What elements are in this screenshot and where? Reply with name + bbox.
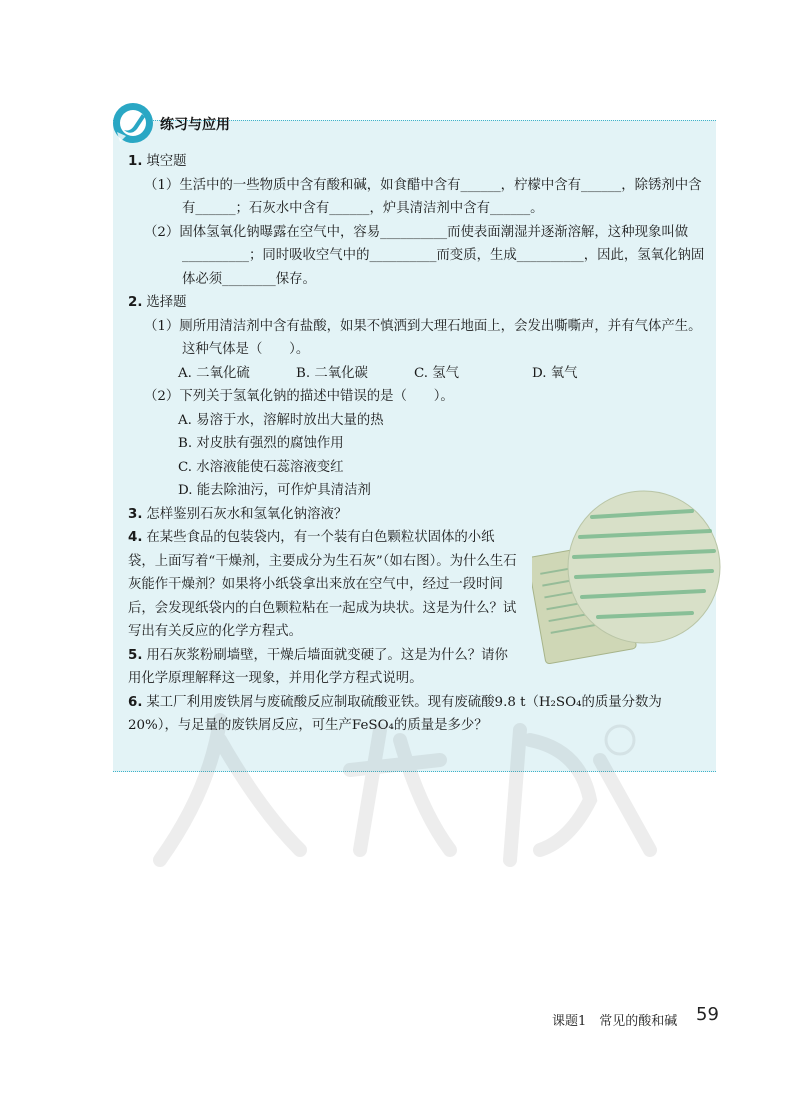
publisher-watermark [150,700,670,880]
part-label: （2） [144,224,180,240]
question-number: 5. [128,647,143,663]
question-5 [128,644,518,691]
question-text: 某工厂利用废铁屑与废硫酸反应制取硫酸亚铁。现有废硫酸9.8 t（H₂SO₄的质量分数为20%），与足量的废铁屑反应，可生产FeSO₄的质量是多少？ [128,694,662,733]
part-text: 厕所用清洁剂中含有盐酸，如果不慎洒到大理石地面上，会发出嘶嘶声，并有气体产生。这种气体是（ ）。 [179,318,702,357]
question-text: 用石灰浆粉刷墙壁，干燥后墙面就变硬了。这是为什么？请你用化学原理解释这一现象，并用化学方程式说明。 [128,647,508,686]
question-text: 在某些食品的包装袋内，有一个装有白色颗粒状固体的小纸袋，上面写着“干燥剂，主要成分为生石灰”（如右图）。为什么生石灰能作干燥剂？如果将小纸袋拿出来放在空气中，经过一段时间后，会发现纸袋内的白色颗粒粘在一起成为块状。这是为什么？试写出有关反应的化学方程式。 [128,530,517,639]
page-number: 59 [696,1004,719,1025]
question-2-part-2 [144,385,706,409]
option-d: D. 能去除油污，可作炉具清洁剂 [178,483,371,498]
question-2-part-1 [144,315,706,362]
part-text: 下列关于氢氧化钠的描述中错误的是（ ）。 [179,389,454,404]
question-number: 1. [128,154,143,169]
question-title: 填空题 [146,154,187,169]
part-text: 生活中的一些物质中含有酸和碱，如食醋中含有______，柠檬中含有______，除锈剂中含有______；石灰水中含有______，炉具清洁剂中含有______。 [179,177,702,216]
option-c: C. 氢气 [414,365,460,381]
option-a: A. 易溶于水，溶解时放出大量的热 [178,412,384,428]
option-a: A. 二氧化硫 [178,365,250,381]
section-title: 练习与应用 [160,117,230,133]
question-title: 选择题 [146,295,187,310]
question-2 [128,291,706,315]
desiccant-packet-image [532,487,722,677]
question-number: 2. [128,295,143,310]
part-label: （1） [144,318,180,334]
question-1 [128,150,706,174]
part-label: （1） [144,177,180,193]
option-b: B. 二氧化碳 [296,365,368,381]
pencil-badge-icon [112,102,154,144]
question-number: 3. [128,506,143,522]
option-row [178,362,706,386]
question-4 [128,526,518,644]
question-1-part-2 [144,221,706,292]
option-c: C. 水溶液能使石蕊溶液变红 [178,459,344,475]
option-d: D. 氧气 [532,365,578,381]
footer-chapter: 课题1 常见的酸和碱 [552,1014,678,1029]
question-1-part-1 [144,174,706,221]
part-label: （2） [144,389,180,404]
question-number: 6. [128,694,143,710]
question-text: 怎样鉴别石灰水和氢氧化钠溶液？ [146,506,348,522]
part-text: 固体氢氧化钠曝露在空气中，容易__________而使表面潮湿并逐渐溶解，这种现象叫做__________；同时吸收空气中的__________而变质，生成__________，因此，氢氧化钠固体必须________保存。 [179,224,705,287]
question-number: 4. [128,530,143,545]
option-b: B. 对皮肤有强烈的腐蚀作用 [178,436,344,451]
